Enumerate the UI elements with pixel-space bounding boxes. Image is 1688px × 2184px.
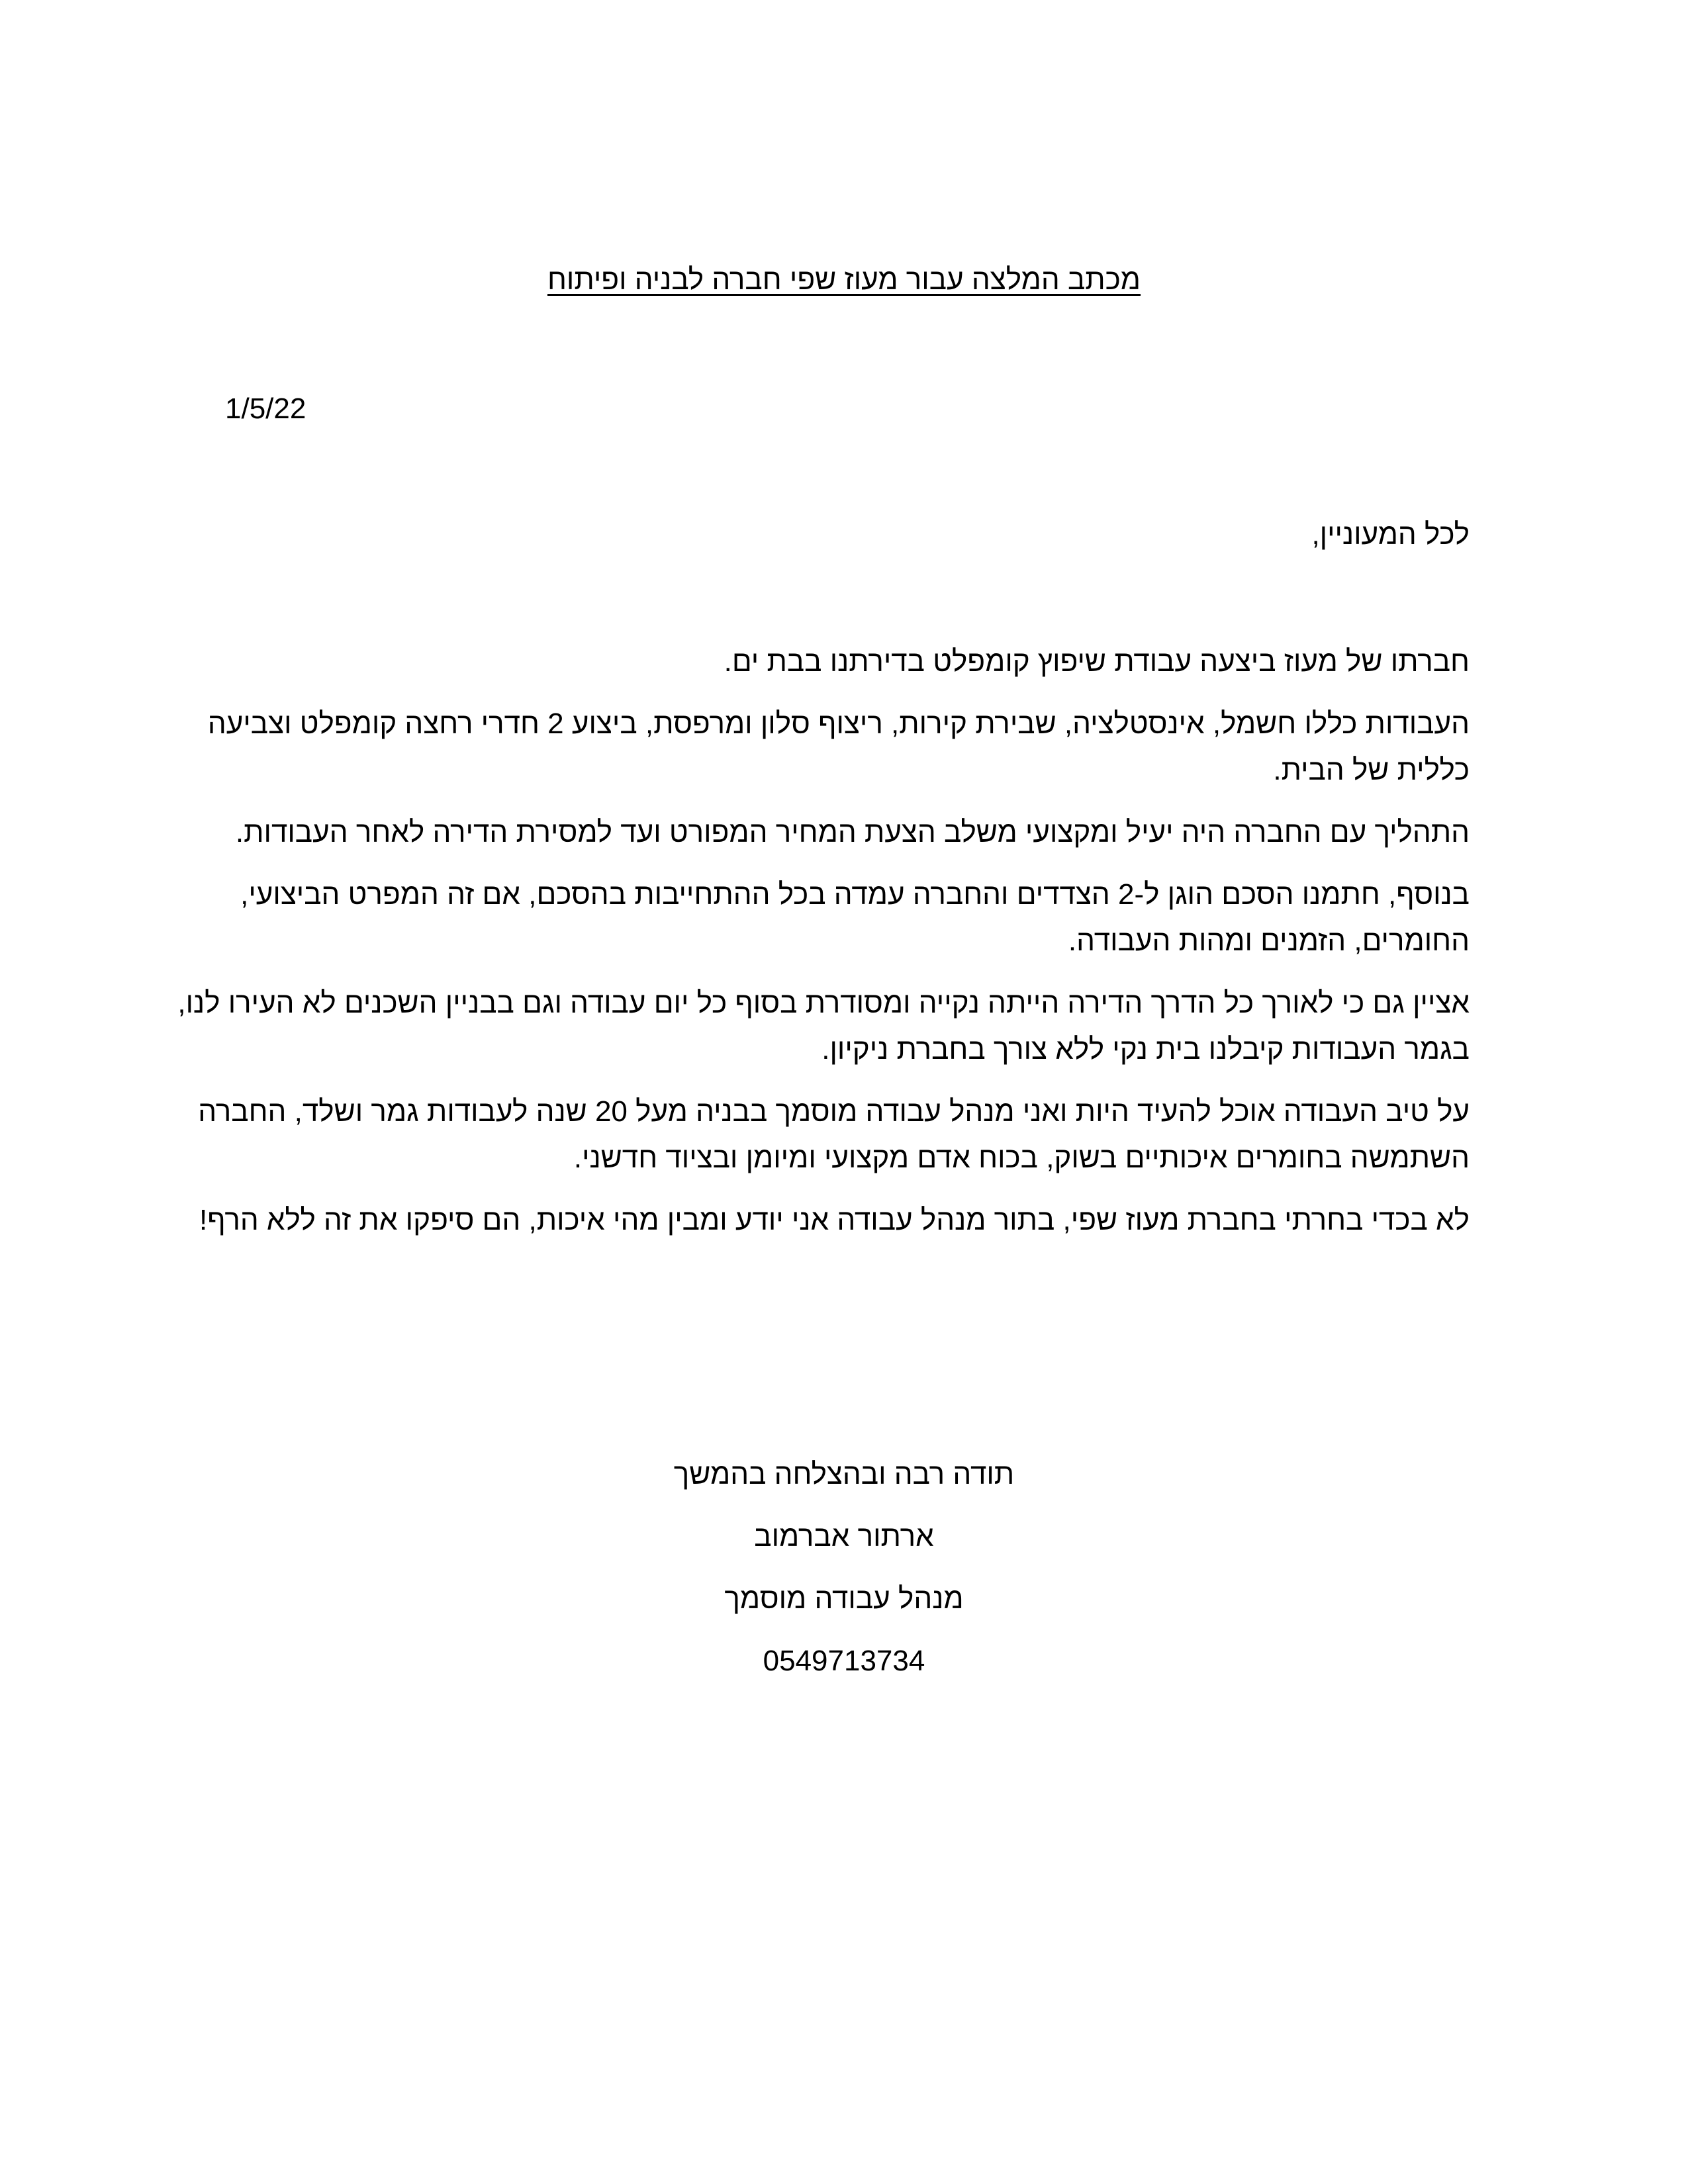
paragraph: בנוסף, חתמנו הסכם הוגן ל-2 הצדדים והחברה עמדה בכל ההתחייבות בהסכם, אם זה המפרט הביצועי, החומרים, הזמנים ומהות העבודה. <box>240 878 1470 957</box>
paragraph: לא בכדי בחרתי בחברת מעוז שפי, בתור מנהל עבודה אני יודע ומבין מהי איכות, הם סיפקו את זה ללא הרף! <box>199 1204 1470 1236</box>
paragraph: העבודות כללו חשמל, אינסטלציה, שבירת קירות, ריצוף סלון ומרפסת, ביצוע 2 חדרי רחצה קומפלט וצביעה כללית של הבית. <box>207 707 1470 786</box>
letter-title: מכתב המלצה עבור מעוז שפי חברה לבניה ופיתוח <box>547 263 1141 296</box>
paragraph: התהליך עם החברה היה יעיל ומקצועי משלב הצעת המחיר המפורט ועד למסירת הדירה לאחר העבודות. <box>235 816 1470 848</box>
signer-phone: 0549713734 <box>763 1645 925 1677</box>
letter-date: 1/5/22 <box>225 392 306 425</box>
paragraph: אציין גם כי לאורך כל הדרך הדירה הייתה נקייה ומסודרת בסוף כל יום עבודה וגם בבניין השכנים לא העירו לנו, בגמר העבודות קיבלנו בית נקי ללא צורך בחברת ניקיון. <box>177 987 1470 1066</box>
signer-role: מנהל עבודה מוסמך <box>724 1582 964 1615</box>
paragraph: חברתו של מעוז ביצעה עבודת שיפוץ קומפלט בדירתנו בבת ים. <box>724 645 1470 678</box>
letter-body <box>172 639 1470 1259</box>
letter-closing <box>0 1456 1688 1680</box>
paragraph: על טיב העבודה אוכל להעיד היות ואני מנהל עבודה מוסמך בבניה מעל 20 שנה לעבודות גמר ושלד, החברה השתמשה בחומרים איכותיים בשוק, בכוח אדם מקצועי ומיומן ובציוד חדשני. <box>198 1095 1470 1174</box>
letter-greeting: לכל המעוניין, <box>1311 518 1470 551</box>
closing-thanks: תודה רבה ובהצלחה בהמשך <box>673 1458 1015 1490</box>
signer-name: ארתור אברמוב <box>754 1520 934 1553</box>
